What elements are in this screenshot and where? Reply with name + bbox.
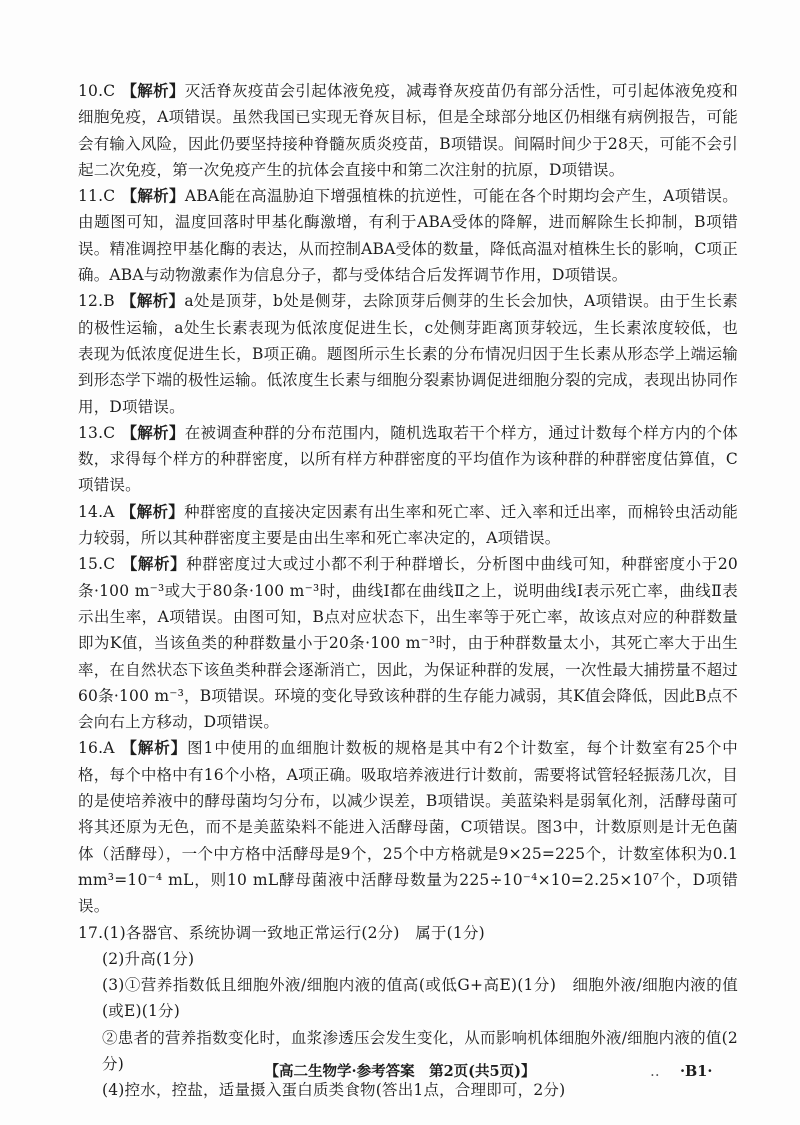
footer-title: 【高二生物学·参考答案 第2页(共5页)】 bbox=[264, 1063, 536, 1080]
analysis-tag: 【解析】 bbox=[121, 422, 185, 442]
answer-paragraph bbox=[78, 735, 738, 919]
answer-content bbox=[78, 78, 738, 1104]
answer-paragraph bbox=[78, 78, 738, 183]
answer-item-11 bbox=[78, 183, 738, 288]
answer-letter: C bbox=[103, 82, 116, 100]
answer-letter: A bbox=[103, 502, 115, 521]
analysis-tag: 【解析】 bbox=[121, 554, 187, 574]
question-number: 11. bbox=[78, 187, 104, 206]
answer-letter: C bbox=[103, 555, 116, 574]
answer-paragraph bbox=[78, 183, 738, 288]
footer-mark: ‥ bbox=[650, 1064, 660, 1080]
q17-line-3: (3)①营养指数低且细胞外液/细胞内液的值高(或低G+高E)(1分) 细胞外液/细胞内液的值(或E)(1分) bbox=[102, 976, 738, 1021]
q17-part-1: (1)各器官、系统协调一致地正常运行(2分) 属于(1分) bbox=[103, 923, 485, 942]
q17-line-2: (2)升高(1分) bbox=[102, 949, 195, 968]
answer-paragraph bbox=[78, 288, 738, 419]
question-number: 13. bbox=[78, 423, 104, 442]
q17-line-1 bbox=[78, 920, 738, 946]
analysis-text: 图1中使用的血细胞计数板的规格是其中有2个计数室，每个计数室有25个中格，每个中格中有16个小格，A项正确。吸取培养液进行计数前，需要将试管轻轻振荡几次，目的是使培养液中的酵母菌均匀分布，以减少误差，B项错误。美蓝染料是弱氧化剂，活酵母菌可将其还原为无色，而不是美蓝染料不能进入活酵母菌，C项错误。图3中，计数原则是计无色菌体（活酵母），一个中方格中活酵母是9个，25个中方格就是9×25=225个，计数室体积为0.1 mm³=10⁻⁴ mL，则10 mL酵母菌液中活酵母数量为225÷10⁻⁴×10=2.25×10⁷个，D项错误。 bbox=[78, 739, 738, 916]
answer-paragraph bbox=[78, 499, 738, 552]
question-number: 16. bbox=[78, 739, 104, 758]
answer-item-16 bbox=[78, 735, 738, 919]
answer-paragraph bbox=[78, 551, 738, 735]
answer-item-10 bbox=[78, 78, 738, 183]
analysis-tag: 【解析】 bbox=[120, 291, 185, 311]
answer-paragraph bbox=[78, 420, 738, 499]
question-number: 17. bbox=[78, 923, 104, 942]
answer-letter: B bbox=[103, 292, 115, 311]
analysis-tag: 【解析】 bbox=[120, 501, 185, 521]
footer-code: ·B1· bbox=[680, 1063, 713, 1080]
question-number: 14. bbox=[78, 502, 104, 521]
answer-letter: A bbox=[103, 739, 115, 758]
answer-item-14 bbox=[78, 499, 738, 552]
analysis-text: 在被调查种群的分布范围内，随机选取若干个样方，通过计数每个样方内的个体数，求得每个样方的种群密度，以所有样方种群密度的平均值作为该种群的种群密度估算值，C项错误。 bbox=[78, 423, 738, 495]
answer-item-15 bbox=[78, 551, 738, 735]
analysis-tag: 【解析】 bbox=[121, 186, 185, 206]
answer-item-13 bbox=[78, 420, 738, 499]
answer-letter: C bbox=[103, 187, 116, 206]
analysis-text: 种群密度过大或过小都不利于种群增长，分析图中曲线可知，种群密度小于20条·100 m⁻³或大于80条·100 m⁻³时，曲线Ⅰ都在曲线Ⅱ之上，说明曲线Ⅰ表示死亡率，曲线Ⅱ表示出生率，A项错误。由图可知，B点对应状态下，出生率等于死亡率，故该点对应的种群数量即为K值，当该鱼类的种群数量小于20条·100 m⁻³时，由于种群数量太小，其死亡率大于出生率，在自然状态下该鱼类种群会逐渐消亡，因此，为保证种群的发展，一次性最大捕捞量不超过60条·100 m⁻³，B项错误。环境的变化导致该种群的生存能力减弱，其K值会降低，因此B点不会向右上方移动，D项错误。 bbox=[78, 555, 738, 732]
analysis-text: 种群密度的直接决定因素有出生率和死亡率、迁入率和迁出率，而棉铃虫活动能力较弱，所以其种群密度主要是由出生率和死亡率决定的，A项错误。 bbox=[78, 502, 738, 548]
page-footer bbox=[0, 1058, 800, 1086]
question-number: 10. bbox=[78, 82, 104, 100]
question-number: 15. bbox=[78, 555, 104, 574]
analysis-tag: 【解析】 bbox=[120, 738, 188, 758]
analysis-text: ABA能在高温胁迫下增强植株的抗逆性，可能在各个时期均会产生，A项错误。由题图可知，温度回落时甲基化酶激增，有利于ABA受体的降解，进而解除生长抑制，B项错误。精准调控甲基化酶的表达，从而控制ABA受体的数量，降低高温对植株生长的影响，C项正确。ABA与动物激素作为信息分子，都与受体结合后发挥调节作用，D项错误。 bbox=[78, 187, 738, 285]
q17-line-5: (4)控水，控盐，适量摄入蛋白质类食物(答出1点，合理即可，2分) bbox=[102, 1081, 566, 1100]
analysis-tag: 【解析】 bbox=[121, 81, 185, 100]
analysis-text: 灭活脊灰疫苗会引起体液免疫，减毒脊灰疫苗仍有部分活性，可引起体液免疫和细胞免疫，A项错误。虽然我国已实现无脊灰目标，但是全球部分地区仍相继有病例报告，可能会有输入风险，因此仍要坚持接种脊髓灰质炎疫苗，B项错误。间隔时间少于28天，可能不会引起二次免疫，第一次免疫产生的抗体会直接中和第二次注射的抗原，D项错误。 bbox=[78, 82, 738, 179]
q17-line-4: ②患者的营养指数变化时，血浆渗透压会发生变化，从而影响机体细胞外液/细胞内液的值(2分) bbox=[102, 1028, 738, 1073]
answer-item-12 bbox=[78, 288, 738, 419]
question-number: 12. bbox=[78, 292, 104, 311]
analysis-text: a处是顶芽，b处是侧芽，去除顶芽后侧芽的生长会加快，A项错误。由于生长素的极性运输，a处生长素表现为低浓度促进生长，c处侧芽距离顶芽较远，生长素浓度较低，也表现为低浓度促进生长，B项正确。题图所示生长素的分布情况归因于生长素从形态学上端运输到形态学下端的极性运输。低浓度生长素与细胞分裂素协调促进细胞分裂的完成，表现出协同作用，D项错误。 bbox=[78, 292, 738, 416]
answer-letter: C bbox=[103, 423, 116, 442]
